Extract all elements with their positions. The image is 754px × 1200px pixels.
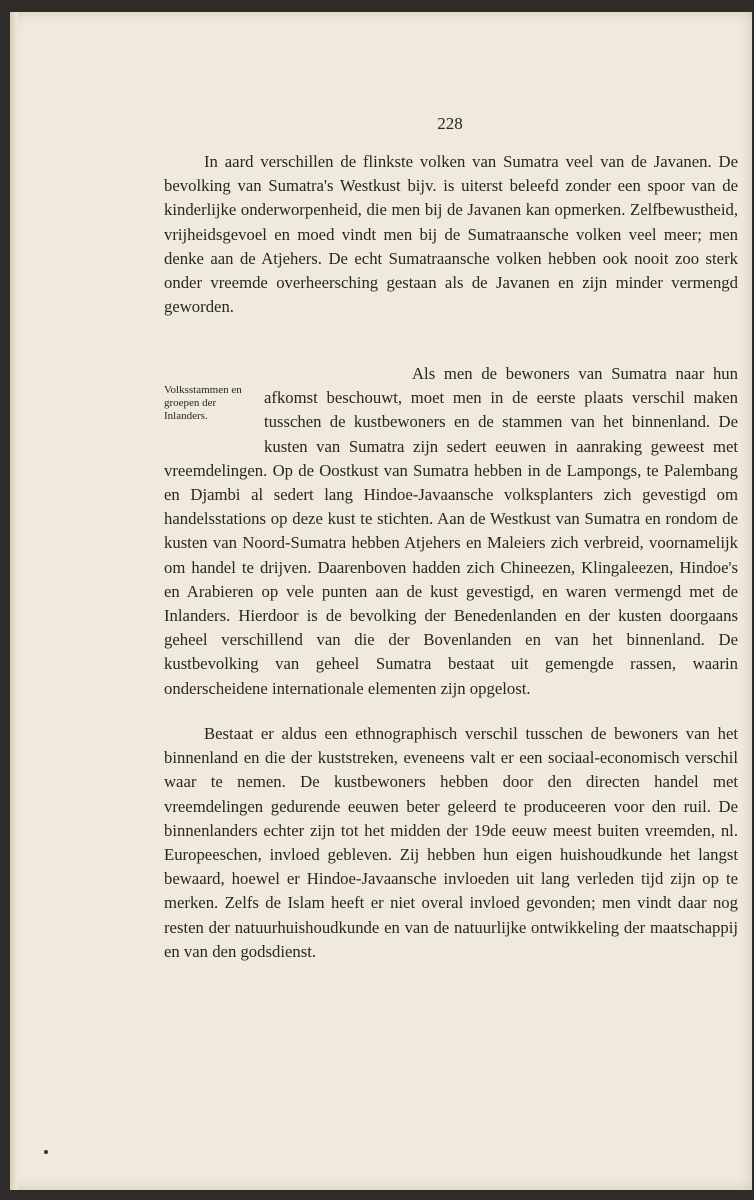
paragraph-2: Als men de bewoners van Sumatra naar hun afkomst beschouwt, moet men in de eerste plaats verschil maken tusschen de kustbewoners en de stammen van het binnenland. De kusten van Sumatra zijn sedert eeuwen in aanraking geweest met vreemdelingen. Op de Oostkust van Sumatra hebben in de Lampongs, te Palembang en Djambi al sedert lang Hindoe-Javaansche volksplanters zich gevestigd om handelsstations op deze kust te stichten. Aan de Westkust van Sumatra en rondom de kusten van Noord-Sumatra hebben Atjehers en Maleiers zich verbreid, voornamelijk om handel te drijven. Daarenboven hadden zich Chineezen, Klingaleezen, Hindoe's en Arabieren op vele punten aan de kust gevestigd, en waren vermengd met de Inlanders. Hierdoor is de bevolking der Benedenlanden en der kusten doorgaans geheel verschillend van die der Bovenlanden en van het binnenland. De kustbevolking van geheel Sumatra bestaat uit gemengde rassen, waarin onderscheidene internationale elementen zijn opgelost. <box>164 364 738 698</box>
paragraph-3: Bestaat er aldus een ethnographisch verschil tusschen de bewoners van het binnenland en die der kuststreken, eveneens valt er een sociaal-economisch verschil waar te nemen. De kustbewoners hebben door den directen handel met vreemdelingen gedurende eeuwen beter geleerd te produceeren voor den ruil. De binnenlanders echter zijn tot het midden der 19de eeuw meest buiten vreemden, nl. Europeeschen, invloed gebleven. Zij hebben hun eigen huishoudkunde het langst bewaard, hoewel er Hindoe-Javaansche invloeden uit lang verleden tijd zijn op te merken. Zelfs de Islam heeft er niet overal invloed gevonden; men vindt daar nog resten der natuurhuishoudkunde en van de natuurlijke ontwikkeling der maatschappij en van den godsdienst. <box>164 724 738 961</box>
page-number: 228 <box>437 114 463 133</box>
paragraph-2-container <box>164 362 738 701</box>
margin-note-spacer <box>164 362 264 458</box>
page-binding-edge <box>10 12 18 1190</box>
paragraph-1: In aard verschillen de flinkste volken van Sumatra veel van de Javanen. De bevolking van Sumatra's Westkust bijv. is uiterst beleefd zonder een spoor van de kinderlijke onderworpenheid, die men bij de Javanen kan opmerken. Zelfbewustheid, vrijheidsgevoel en moed vindt men bij de Sumatraansche volken veel meer; men denke aan de Atjehers. De echt Sumatraansche volken hebben ook nooit zoo sterk onder vreemde overheersching gestaan als de Javanen en zijn minder vermengd geworden. <box>164 152 738 317</box>
paper-speck <box>44 1150 48 1154</box>
margin-note: Volksstammen en groepen der Inlanders. <box>164 384 242 422</box>
